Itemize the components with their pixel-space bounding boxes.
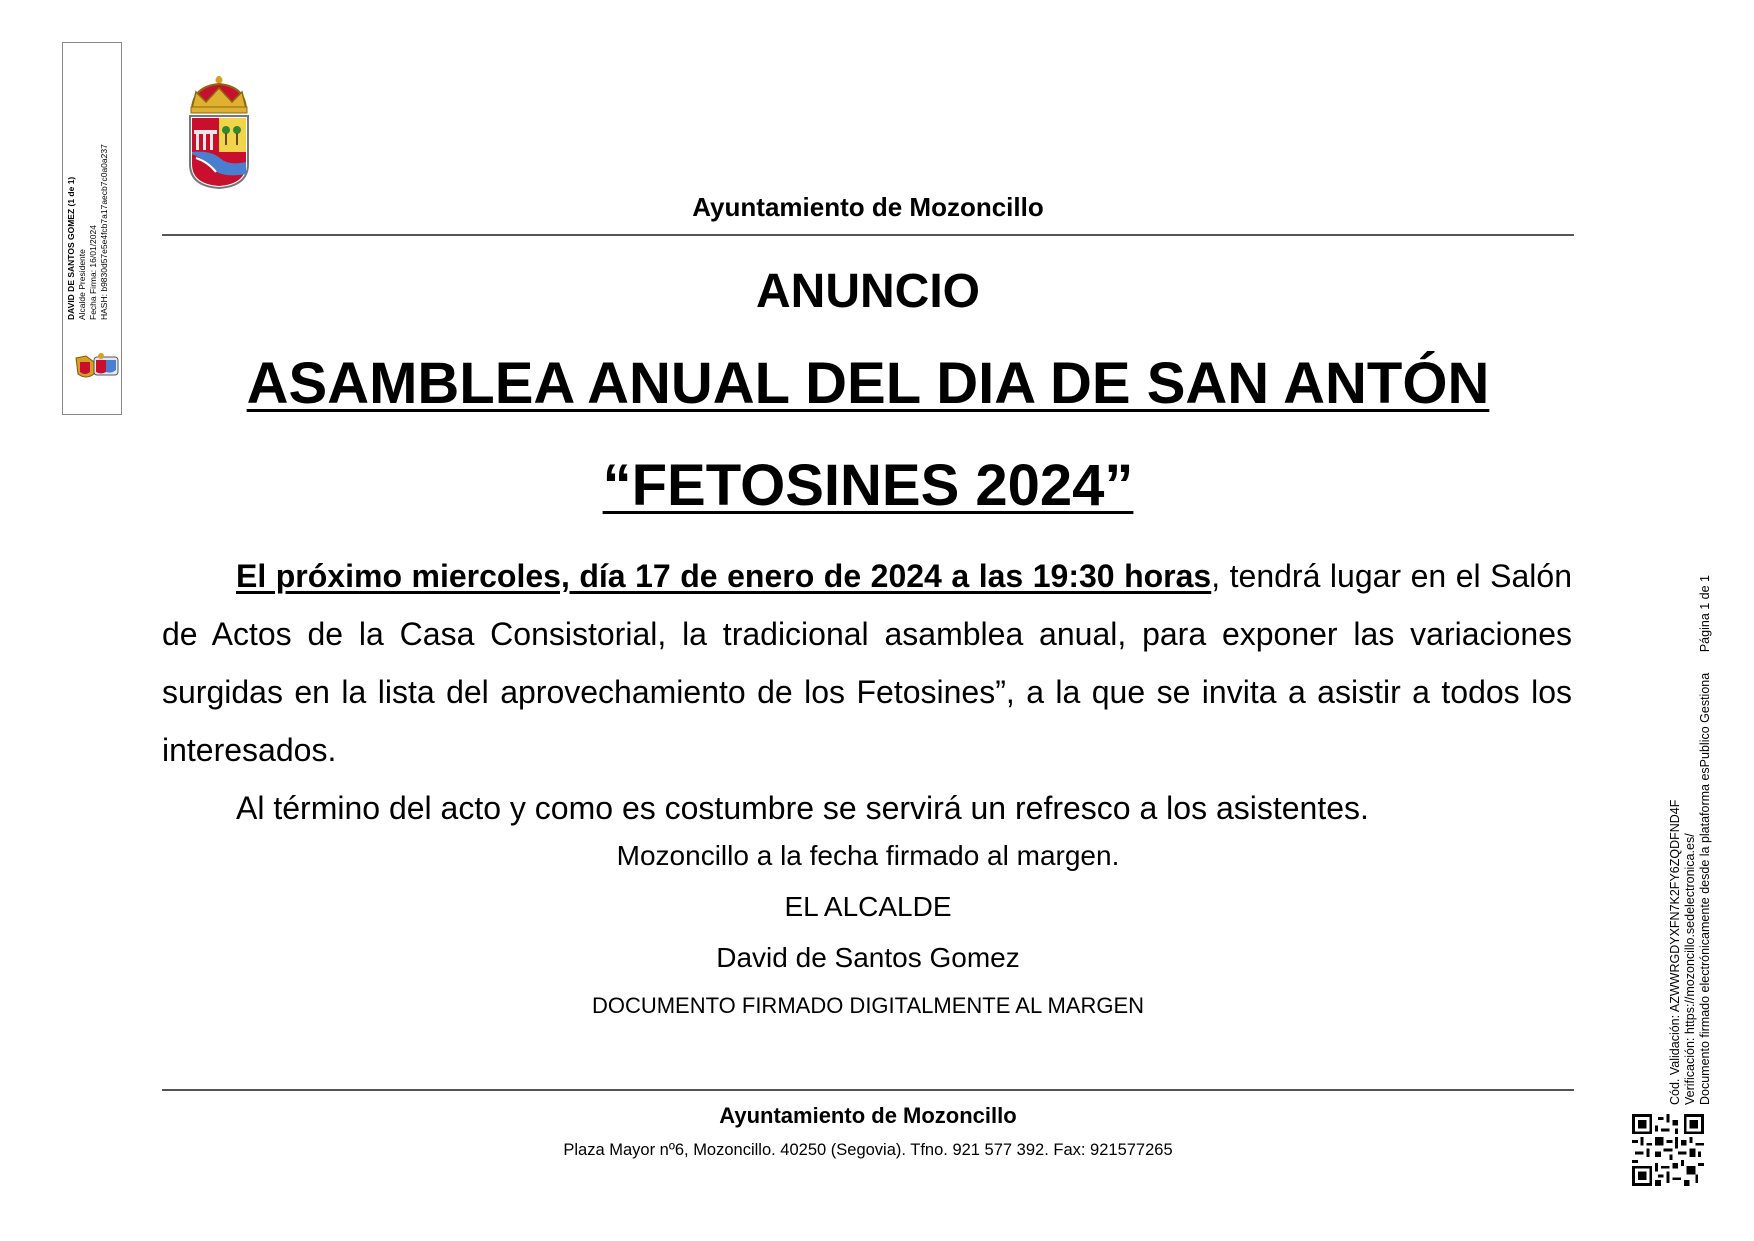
- validation-code: Cód. Validación: AZWWRGDYXFN7K2FY6ZQDFND4F: [1668, 799, 1682, 1105]
- signature-hash: HASH: b9830d57e5e4fcb7a17aecb7c0a0a237: [99, 144, 109, 320]
- signer-name: DAVID DE SANTOS GOMEZ (1 de 1): [66, 176, 76, 320]
- footer-divider: [162, 1089, 1574, 1091]
- headline-subtitle-text: “FETOSINES 2024”: [602, 453, 1134, 518]
- paragraph-1: [162, 547, 1572, 779]
- page-number: Página 1 de 1: [1698, 575, 1712, 653]
- signature-block: [66, 70, 110, 320]
- headline-title: [162, 350, 1574, 417]
- notice-body: [162, 547, 1572, 837]
- footer-address: Plaza Mayor nº6, Mozoncillo. 40250 (Segovia). Tfno. 921 577 392. Fax: 921577265: [563, 1141, 1173, 1159]
- coat-of-arms-icon: [184, 74, 254, 190]
- place-date: Mozoncillo a la fecha firmado al margen.: [616, 840, 1120, 871]
- signed-note: DOCUMENTO FIRMADO DIGITALMENTE AL MARGEN: [591, 993, 1145, 1018]
- header-divider: [162, 234, 1574, 236]
- footer-title: Ayuntamiento de Mozoncillo: [719, 1103, 1017, 1128]
- qr-code-icon: [1632, 1114, 1704, 1186]
- municipal-seal-icon: [72, 348, 122, 382]
- headline-subtitle: [162, 452, 1574, 519]
- signature-date: Fecha Firma: 16/01/2024: [88, 225, 98, 320]
- signer-title: EL ALCALDE: [784, 891, 952, 922]
- paragraph-1-text: , tendrá lugar en el Salón de Actos de la Casa Consistorial, la tradicional asamblea anual, para exponer las variaciones surgidas en la lista del aprovechamiento de los Fetosines”, a la que se invita a asistir a todos los interesados.: [162, 558, 1573, 768]
- header-title: Ayuntamiento de Mozoncillo: [692, 192, 1044, 222]
- platform-note: Documento firmado electrónicamente desde la plataforma esPublico Gestiona: [1698, 672, 1712, 1105]
- event-date-time: El próximo miercoles, día 17 de enero de 2024 a las 19:30 horas: [236, 558, 1212, 594]
- verification-block: [1668, 575, 1713, 1105]
- signer-full-name: David de Santos Gomez: [716, 942, 1020, 973]
- notice-label: ANUNCIO: [756, 265, 980, 318]
- paragraph-2: Al término del acto y como es costumbre se servirá un refresco a los asistentes.: [236, 790, 1369, 826]
- headline-title-text: ASAMBLEA ANUAL DEL DIA DE SAN ANTÓN: [246, 351, 1490, 416]
- verification-url: Verificación: https://mozoncillo.sedelectronica.es/: [1683, 833, 1697, 1105]
- signer-role: Alcalde Presidente: [77, 249, 87, 320]
